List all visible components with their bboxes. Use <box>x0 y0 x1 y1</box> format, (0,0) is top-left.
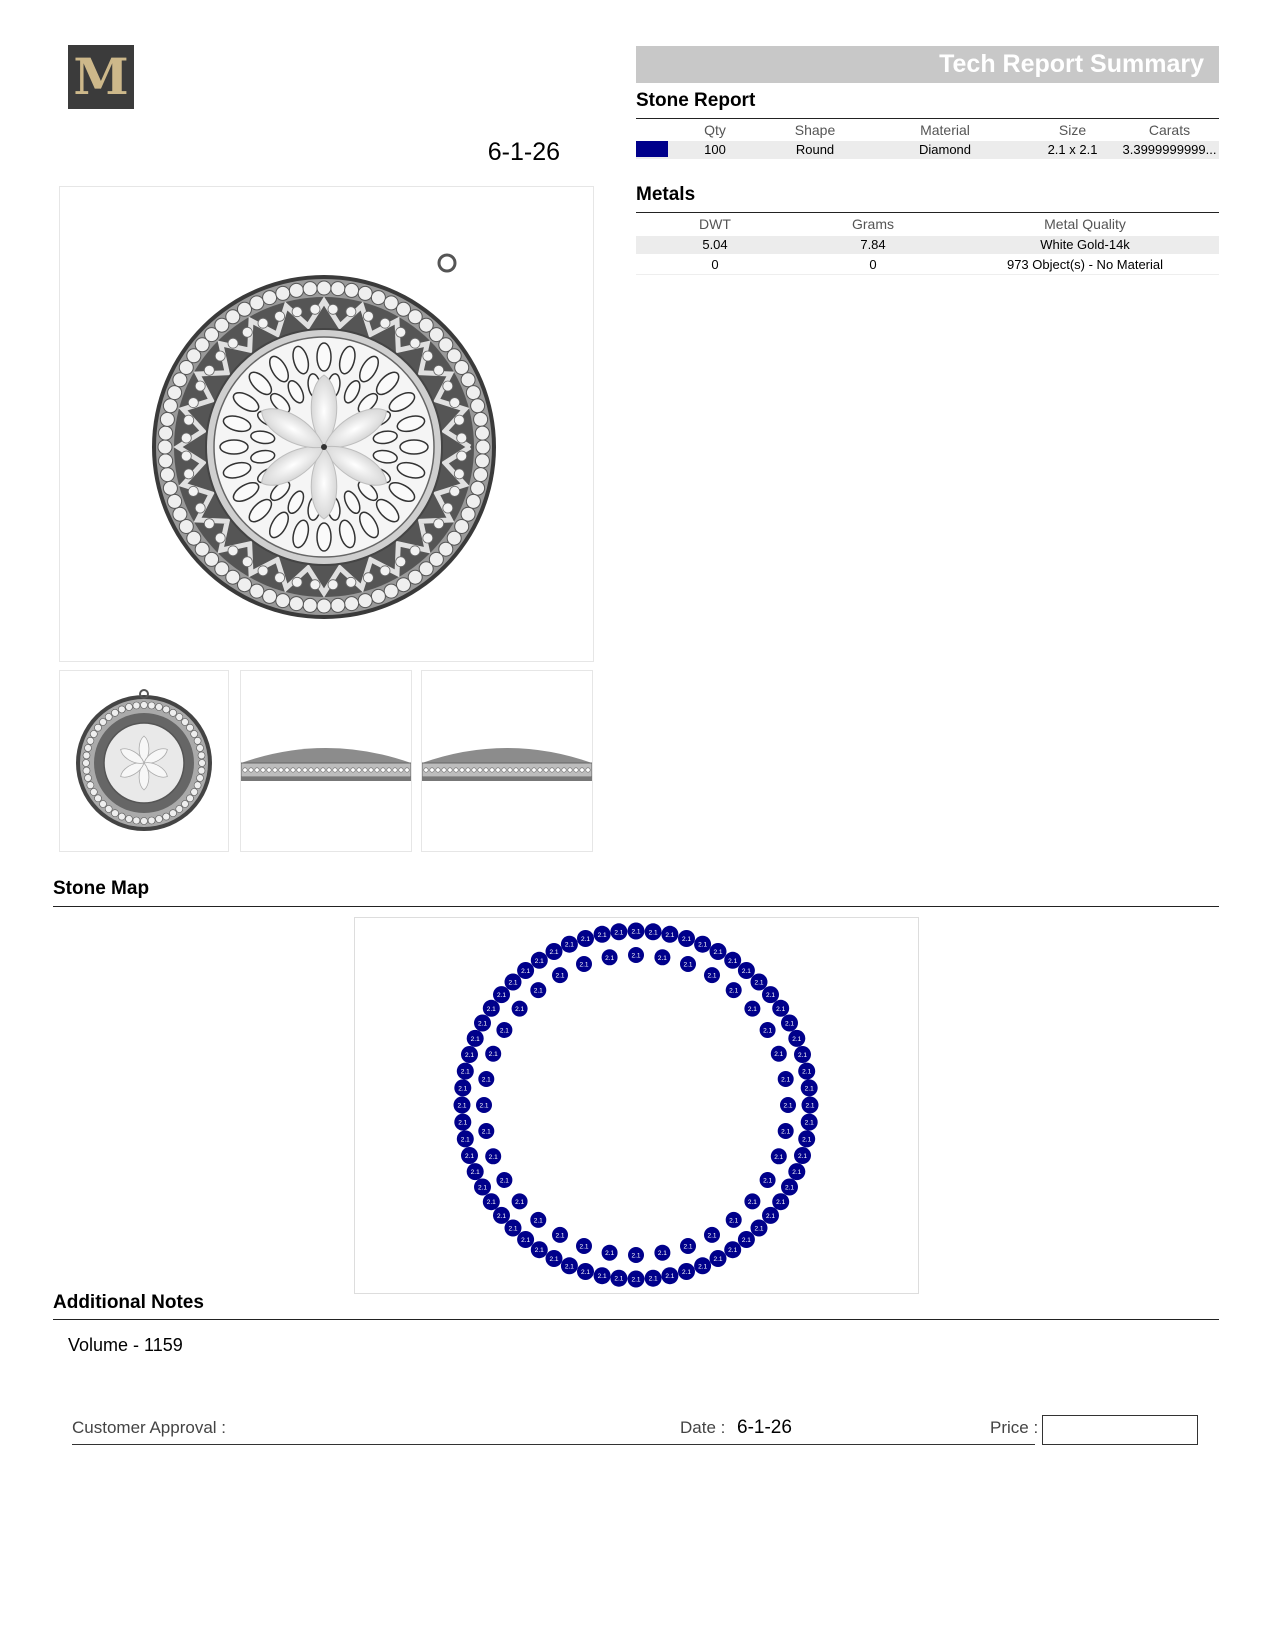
inner-stone <box>760 1022 776 1038</box>
inner-stone-label: 2.1 <box>747 1006 757 1014</box>
outer-stone <box>694 936 711 953</box>
outer-stone <box>483 1193 500 1210</box>
stone-report-rule <box>636 118 1219 119</box>
outer-stone <box>457 1130 474 1147</box>
inner-stone-label: 2.1 <box>488 1051 498 1059</box>
stone-color-swatch <box>636 141 668 157</box>
inner-stone <box>771 1046 787 1062</box>
inner-stone-label: 2.1 <box>499 1177 509 1185</box>
outer-stone-label: 2.1 <box>665 1273 675 1281</box>
outer-stone <box>788 1163 805 1180</box>
inner-stone <box>478 1071 494 1087</box>
outer-stone-label: 2.1 <box>580 1269 591 1276</box>
outer-stone-label: 2.1 <box>728 1247 738 1255</box>
inner-stone <box>778 1123 794 1139</box>
outer-stone-label: 2.1 <box>792 1035 802 1043</box>
outer-stone-label: 2.1 <box>457 1102 467 1110</box>
inner-stone <box>512 1001 528 1017</box>
outer-stone <box>724 1241 741 1258</box>
inner-stone-label: 2.1 <box>763 1177 773 1185</box>
logo-letter: M <box>73 47 129 106</box>
outer-stone <box>710 943 727 960</box>
inner-stone-label: 2.1 <box>555 972 565 980</box>
outer-stone <box>762 986 779 1003</box>
outer-stone-label: 2.1 <box>631 928 641 936</box>
metal-grams-1: 7.84 <box>860 237 886 252</box>
inner-stone-label: 2.1 <box>605 954 615 962</box>
outer-stone-label: 2.1 <box>496 992 507 1000</box>
outer-stone-label: 2.1 <box>804 1119 814 1127</box>
outer-stone-label: 2.1 <box>698 1263 708 1271</box>
inner-stone <box>478 1123 494 1139</box>
outer-stone-label: 2.1 <box>765 992 776 1000</box>
customer-approval-label: Customer Approval : <box>72 1418 227 1437</box>
approval-date-label: Date : <box>680 1418 726 1437</box>
outer-stone-label: 2.1 <box>784 1184 795 1192</box>
stone-map-diagram <box>355 918 918 1293</box>
col-qty: Qty <box>704 122 726 138</box>
inner-stone-label: 2.1 <box>747 1198 757 1206</box>
outer-stone <box>794 1046 811 1063</box>
inner-stone-label: 2.1 <box>781 1076 791 1084</box>
outer-stone <box>781 1015 798 1032</box>
outer-stone <box>505 1220 522 1237</box>
inner-stone <box>602 949 618 965</box>
inner-stone <box>778 1071 794 1087</box>
inner-stone <box>654 949 670 965</box>
thumb-side-render <box>241 671 411 851</box>
outer-stone-label: 2.1 <box>741 1237 751 1244</box>
inner-stone-label: 2.1 <box>774 1051 784 1059</box>
outer-stone <box>661 926 678 943</box>
outer-stone-label: 2.1 <box>802 1068 812 1076</box>
outer-stone-label: 2.1 <box>797 1052 808 1059</box>
inner-stone-label: 2.1 <box>729 1217 739 1225</box>
outer-stone-label: 2.1 <box>549 1256 559 1263</box>
outer-stone <box>505 974 522 991</box>
outer-stone <box>561 1257 578 1274</box>
outer-stone <box>645 1270 662 1287</box>
outer-stone <box>493 1207 510 1224</box>
inner-stone <box>485 1046 501 1062</box>
outer-stone-label: 2.1 <box>797 1153 808 1160</box>
inner-stone <box>496 1022 512 1038</box>
stone-qty: 100 <box>704 142 726 157</box>
stone-carats: 3.3999999999... <box>1122 142 1217 157</box>
outer-stone-label: 2.1 <box>728 957 738 965</box>
outer-stone-label: 2.1 <box>597 1273 607 1281</box>
outer-stone <box>738 962 755 979</box>
outer-stone-label: 2.1 <box>681 1269 692 1276</box>
outer-stone <box>628 1271 645 1288</box>
outer-stone-label: 2.1 <box>508 979 518 987</box>
inner-stone <box>726 1212 742 1228</box>
inner-stone-label: 2.1 <box>657 1250 667 1258</box>
outer-stone-label: 2.1 <box>765 1212 776 1220</box>
inner-stone <box>744 1001 760 1017</box>
thumbnail-angle <box>421 670 593 852</box>
outer-stone <box>801 1079 818 1096</box>
outer-stone <box>531 952 548 969</box>
outer-stone <box>594 926 611 943</box>
outer-stone <box>594 1267 611 1284</box>
outer-stone <box>493 986 510 1003</box>
outer-stone <box>454 1079 471 1096</box>
inner-stone <box>476 1097 492 1113</box>
approval-date-value: 6-1-26 <box>737 1417 792 1438</box>
inner-stone <box>744 1193 760 1209</box>
outer-stone-label: 2.1 <box>549 949 559 956</box>
outer-stone <box>788 1030 805 1047</box>
outer-stone <box>710 1250 727 1267</box>
outer-stone <box>772 1000 789 1017</box>
col-size: Size <box>1058 122 1087 138</box>
outer-stone-label: 2.1 <box>665 931 675 939</box>
outer-stone <box>561 936 578 953</box>
main-render-panel <box>59 186 594 662</box>
outer-stone-label: 2.1 <box>521 968 531 975</box>
outer-stone-label: 2.1 <box>477 1184 488 1192</box>
outer-stone <box>724 952 741 969</box>
company-logo <box>68 45 134 109</box>
outer-stone <box>801 1114 818 1131</box>
inner-stone <box>602 1245 618 1261</box>
thumbnail-side <box>240 670 412 852</box>
outer-stone-label: 2.1 <box>648 929 658 937</box>
outer-stone-label: 2.1 <box>486 1005 496 1013</box>
outer-stone <box>610 1270 627 1287</box>
outer-stone <box>762 1207 779 1224</box>
outer-stone <box>546 943 563 960</box>
outer-stone-label: 2.1 <box>805 1102 815 1110</box>
inner-stone <box>496 1172 512 1188</box>
outer-stone <box>461 1147 478 1164</box>
thumbnail-front <box>59 670 229 852</box>
outer-stone-label: 2.1 <box>470 1169 480 1177</box>
outer-stone-label: 2.1 <box>470 1035 480 1043</box>
metal-quality-2: 973 Object(s) - No Material <box>1006 257 1164 272</box>
inner-stone-label: 2.1 <box>781 1128 791 1136</box>
outer-stone <box>802 1097 819 1114</box>
col-metal-quality: Metal Quality <box>1044 216 1126 232</box>
inner-stone <box>771 1148 787 1164</box>
outer-stone <box>467 1163 484 1180</box>
inner-stone <box>552 1227 568 1243</box>
thumb-front-render <box>60 671 228 851</box>
outer-stone <box>798 1063 815 1080</box>
outer-stone-label: 2.1 <box>564 1263 574 1271</box>
outer-stone-label: 2.1 <box>713 1256 723 1263</box>
metals-title: Metals <box>636 184 696 205</box>
inner-stone-label: 2.1 <box>515 1198 525 1206</box>
stone-map-panel <box>354 917 919 1294</box>
inner-stone-label: 2.1 <box>657 954 667 962</box>
outer-stone <box>610 923 627 940</box>
outer-stone-label: 2.1 <box>580 936 591 943</box>
outer-stone <box>517 962 534 979</box>
inner-stone <box>780 1097 796 1113</box>
outer-stone-label: 2.1 <box>477 1020 488 1028</box>
outer-stone-label: 2.1 <box>784 1020 795 1028</box>
inner-stone <box>680 1238 696 1254</box>
inner-stone-label: 2.1 <box>774 1153 784 1161</box>
outer-stone-label: 2.1 <box>776 1199 786 1207</box>
outer-stone <box>772 1193 789 1210</box>
price-input[interactable] <box>1042 1415 1198 1445</box>
stone-map-title: Stone Map <box>53 878 150 899</box>
stone-shape: Round <box>795 142 835 157</box>
outer-stone-label: 2.1 <box>464 1052 475 1059</box>
outer-stone-label: 2.1 <box>754 1225 764 1233</box>
outer-stone-label: 2.1 <box>458 1119 468 1127</box>
stone-report-title: Stone Report <box>636 90 756 111</box>
approval-signature-line <box>72 1444 1035 1445</box>
inner-stone <box>485 1148 501 1164</box>
outer-stone <box>577 1263 594 1280</box>
inner-stone-label: 2.1 <box>579 961 589 969</box>
outer-stone <box>781 1179 798 1196</box>
metal-quality-1: White Gold-14k <box>1040 237 1130 252</box>
outer-stone <box>474 1179 491 1196</box>
col-carats: Carats <box>1148 122 1191 138</box>
inner-stone <box>530 1212 546 1228</box>
outer-stone-label: 2.1 <box>521 1237 531 1244</box>
outer-stone-label: 2.1 <box>496 1212 507 1220</box>
outer-stone <box>457 1063 474 1080</box>
outer-stone-label: 2.1 <box>464 1153 475 1160</box>
inner-stone-label: 2.1 <box>683 961 693 969</box>
outer-stone <box>454 1114 471 1131</box>
metal-dwt-1: 5.04 <box>702 237 728 252</box>
outer-stone <box>546 1250 563 1267</box>
notes-text: Volume - 1159 <box>68 1335 183 1355</box>
stone-map-rule <box>53 906 1219 907</box>
col-shape: Shape <box>794 122 836 138</box>
outer-stone-label: 2.1 <box>534 957 544 965</box>
additional-notes-title: Additional Notes <box>53 1292 204 1313</box>
inner-stone <box>704 967 720 983</box>
inner-stone <box>628 1247 644 1263</box>
inner-stone <box>552 967 568 983</box>
outer-stone-label: 2.1 <box>614 1275 624 1283</box>
outer-stone <box>577 930 594 947</box>
outer-stone <box>531 1241 548 1258</box>
inner-stone <box>512 1193 528 1209</box>
inner-stone <box>760 1172 776 1188</box>
outer-stone <box>678 930 695 947</box>
outer-stone <box>645 923 662 940</box>
outer-stone-label: 2.1 <box>681 936 692 943</box>
inner-stone-label: 2.1 <box>481 1076 491 1084</box>
inner-stone-label: 2.1 <box>707 1232 717 1240</box>
outer-stone-label: 2.1 <box>564 941 574 949</box>
outer-stone <box>661 1267 678 1284</box>
outer-stone-label: 2.1 <box>534 1247 544 1255</box>
inner-stone <box>576 956 592 972</box>
stone-size: 2.1 x 2.1 <box>1047 142 1098 157</box>
outer-stone-label: 2.1 <box>698 941 708 949</box>
outer-stone-label: 2.1 <box>597 931 607 939</box>
outer-stone <box>798 1130 815 1147</box>
inner-stone-label: 2.1 <box>533 1217 543 1225</box>
inner-stone-label: 2.1 <box>488 1153 498 1161</box>
inner-stone-label: 2.1 <box>605 1250 615 1258</box>
inner-stone <box>680 956 696 972</box>
additional-notes-rule <box>53 1319 1219 1320</box>
job-date: 6-1-26 <box>487 138 560 166</box>
outer-stone-label: 2.1 <box>460 1068 470 1076</box>
metals-rule <box>636 212 1219 213</box>
outer-stone <box>517 1231 534 1248</box>
outer-stone <box>483 1000 500 1017</box>
inner-stone-label: 2.1 <box>499 1027 509 1035</box>
outer-stone-label: 2.1 <box>458 1085 468 1093</box>
outer-stone <box>454 1097 471 1114</box>
outer-stone-label: 2.1 <box>776 1005 786 1013</box>
col-grams: Grams <box>852 216 894 232</box>
outer-stone-label: 2.1 <box>508 1225 518 1233</box>
outer-stone <box>751 1220 768 1237</box>
inner-stone <box>628 947 644 963</box>
outer-stone-label: 2.1 <box>614 929 624 937</box>
inner-stone-label: 2.1 <box>579 1243 589 1251</box>
outer-stone <box>467 1030 484 1047</box>
inner-stone <box>654 1245 670 1261</box>
outer-stone-label: 2.1 <box>486 1199 496 1207</box>
inner-stone <box>576 1238 592 1254</box>
inner-stone-label: 2.1 <box>707 972 717 980</box>
report-title-bar <box>636 46 1219 83</box>
outer-stone-label: 2.1 <box>648 1275 658 1283</box>
metal-grams-2: 0 <box>869 257 877 272</box>
report-title: Tech Report Summary <box>939 50 1204 78</box>
outer-stone <box>794 1147 811 1164</box>
outer-stone-label: 2.1 <box>802 1136 812 1144</box>
col-material: Material <box>920 122 970 138</box>
outer-stone-label: 2.1 <box>804 1085 814 1093</box>
inner-stone-label: 2.1 <box>481 1128 491 1136</box>
stone-material: Diamond <box>918 142 972 157</box>
outer-stone <box>474 1015 491 1032</box>
outer-stone <box>751 974 768 991</box>
inner-stone-label: 2.1 <box>783 1102 793 1110</box>
col-dwt: DWT <box>699 216 731 232</box>
outer-stone <box>738 1231 755 1248</box>
outer-stone <box>628 923 645 940</box>
outer-stone <box>461 1046 478 1063</box>
inner-stone-label: 2.1 <box>631 952 641 960</box>
inner-stone-label: 2.1 <box>763 1027 773 1035</box>
inner-stone-label: 2.1 <box>479 1102 489 1110</box>
inner-stone <box>726 982 742 998</box>
inner-stone-label: 2.1 <box>631 1252 641 1260</box>
inner-stone-label: 2.1 <box>515 1006 525 1014</box>
thumb-angle-render <box>422 671 592 851</box>
metal-dwt-2: 0 <box>711 257 719 272</box>
pendant-render <box>60 187 593 661</box>
inner-stone <box>704 1227 720 1243</box>
inner-stone-label: 2.1 <box>533 987 543 995</box>
outer-stone-label: 2.1 <box>792 1169 802 1177</box>
inner-stone <box>530 982 546 998</box>
outer-stone-label: 2.1 <box>713 949 723 956</box>
outer-stone-label: 2.1 <box>754 979 764 987</box>
outer-stone <box>678 1263 695 1280</box>
outer-stone <box>694 1257 711 1274</box>
inner-stone-label: 2.1 <box>683 1243 693 1251</box>
inner-stone-label: 2.1 <box>729 987 739 995</box>
outer-stone-label: 2.1 <box>741 968 751 975</box>
outer-stone-label: 2.1 <box>460 1136 470 1144</box>
outer-stone-label: 2.1 <box>631 1276 641 1284</box>
price-label: Price : <box>990 1418 1039 1437</box>
inner-stone-label: 2.1 <box>555 1232 565 1240</box>
